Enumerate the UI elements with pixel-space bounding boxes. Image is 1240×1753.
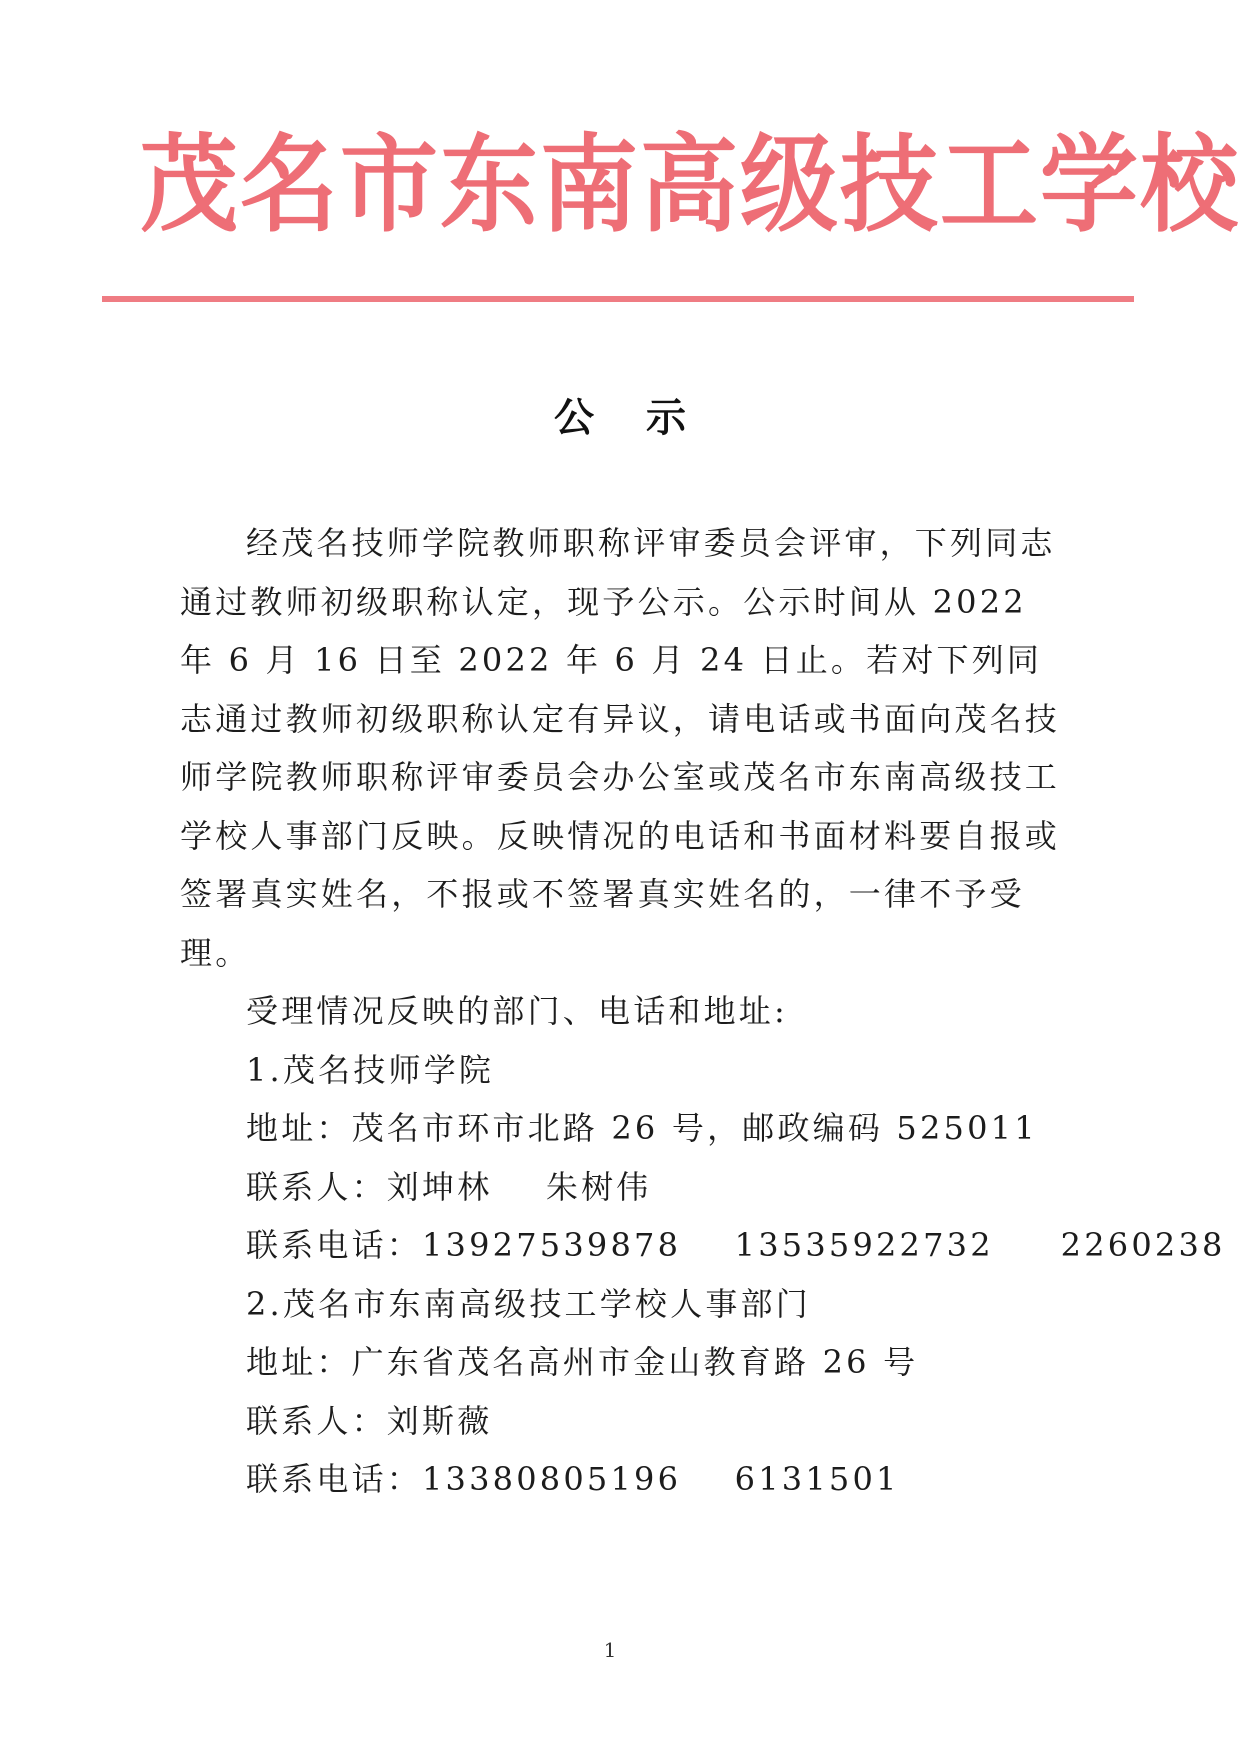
contact-2-people: 联系人：刘斯薇: [246, 1401, 493, 1440]
notice-paragraph: 经茂名技师学院教师职称评审委员会评审，下列同志通过教师初级职称认定，现予公示。公示时间从 2022 年 6 月 16 日至 2022 年 6 月 24 日止。若对下列同志通过教师初级职称认定有异议，请电话或书面向茂名技师学院教师职称评审委员会办公室或茂名市东南高级技工学校人事部门反映。反映情况的电话和书面材料要自报或签署真实姓名，不报或不签署真实姓名的，一律不予受理。: [180, 524, 1061, 972]
contact-2-address: 地址：广东省茂名高州市金山教育路 26 号: [246, 1343, 919, 1381]
page-number: 1: [603, 1638, 617, 1662]
document-title: 公示: [554, 395, 738, 441]
contact-1-phones: 联系电话：13927539878 13535922732 2260238: [246, 1226, 1226, 1264]
contact-1-address: 地址：茂名市环市北路 26 号，邮政编码 525011: [246, 1109, 1038, 1147]
contact-2-phones: 联系电话：13380805196 6131501: [246, 1460, 900, 1498]
contact-1-people: 联系人：刘坤林 朱树伟: [246, 1167, 652, 1206]
document-body: [180, 514, 1226, 1509]
letterhead-school-name: 茂名市东南高级技工学校: [140, 123, 1240, 248]
letterhead-red-rule: [102, 296, 1134, 302]
contact-2-name: 2.茂名市东南高级技工学校人事部门: [246, 1284, 811, 1323]
contact-1-name: 1.茂名技师学院: [246, 1050, 495, 1089]
contact-intro: 受理情况反映的部门、电话和地址:: [246, 992, 788, 1030]
